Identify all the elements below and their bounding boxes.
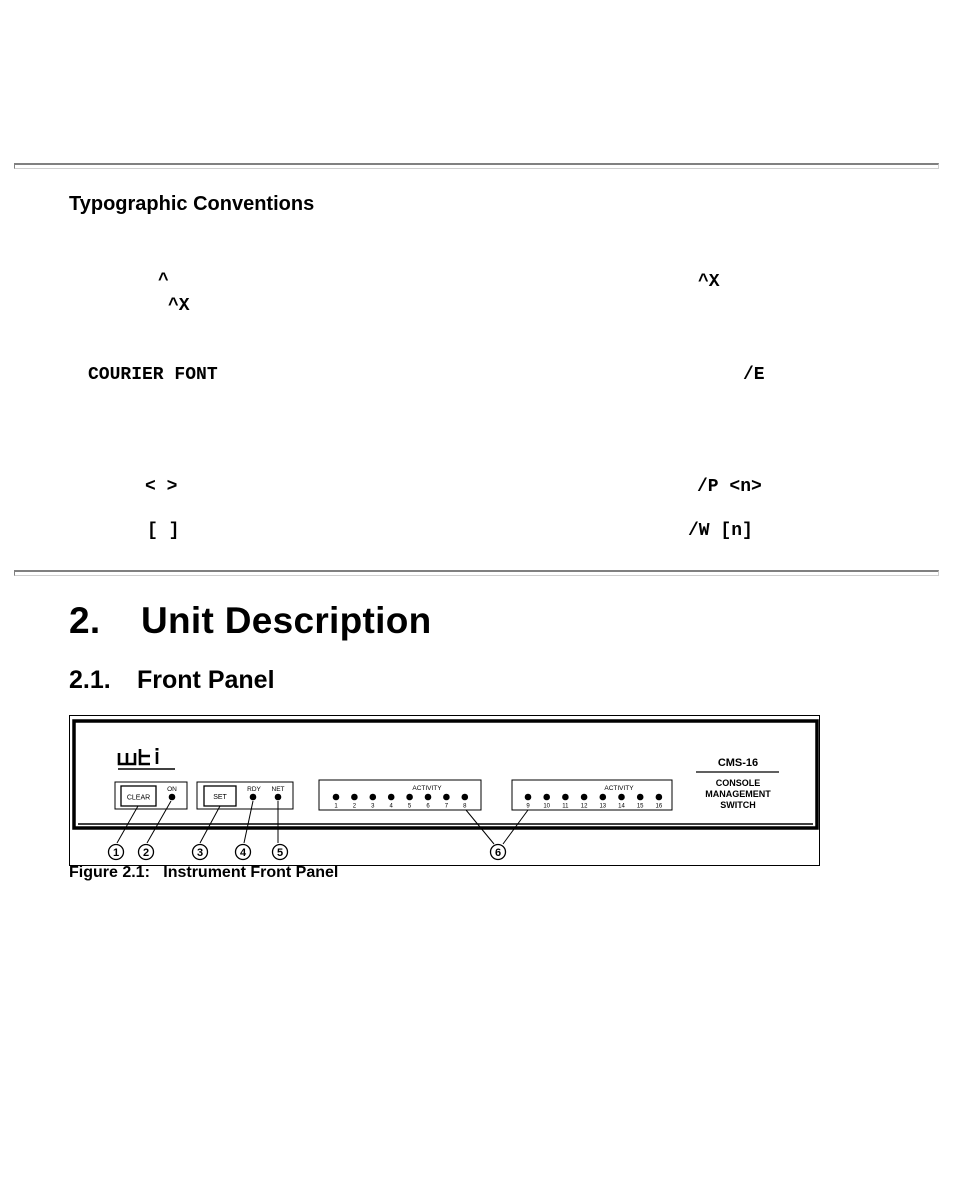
- subsection-number: 2.1.: [69, 666, 111, 694]
- port-number-8: 8: [463, 803, 467, 810]
- port-number-1: 1: [334, 803, 338, 810]
- subsection-title: Front Panel: [137, 666, 275, 694]
- port-number-13: 13: [599, 803, 607, 810]
- callout-number-2: 2: [142, 847, 150, 859]
- port-number-12: 12: [580, 803, 588, 810]
- rdy-led: [250, 794, 257, 801]
- convention-caret: ^: [158, 271, 169, 291]
- front-panel-figure: [69, 715, 820, 866]
- product-line-3: SWITCH: [720, 800, 756, 810]
- activity-led-7: [443, 794, 450, 801]
- section-number: 2.: [69, 600, 101, 641]
- callout-number-5: 5: [276, 847, 284, 859]
- convention-angle-brackets: < >: [145, 477, 178, 497]
- port-number-7: 7: [444, 803, 449, 810]
- port-number-9: 9: [526, 803, 530, 810]
- port-number-3: 3: [371, 803, 375, 810]
- model-label: CMS-16: [717, 757, 759, 769]
- callout-number-3: 3: [196, 847, 204, 859]
- convention-square-example: /W [n]: [688, 521, 753, 541]
- port-number-4: 4: [389, 803, 393, 810]
- net-led: [275, 794, 282, 801]
- port-number-10: 10: [543, 803, 551, 810]
- section-heading: [69, 600, 432, 642]
- activity-led-14: [618, 794, 625, 801]
- activity-led-10: [543, 794, 550, 801]
- activity-label-right: ACTIVITY: [604, 785, 634, 792]
- activity-led-9: [525, 794, 532, 801]
- activity-led-4: [388, 794, 395, 801]
- product-line-2: MANAGEMENT: [705, 789, 771, 799]
- activity-label-left: ACTIVITY: [412, 785, 442, 792]
- activity-led-1: [333, 794, 340, 801]
- conventions-title: Typographic Conventions: [69, 193, 315, 215]
- figure-caption: Figure 2.1: Instrument Front Panel: [69, 864, 339, 881]
- section-title: Unit Description: [141, 600, 432, 641]
- activity-led-11: [562, 794, 569, 801]
- activity-led-5: [406, 794, 413, 801]
- on-led: [169, 794, 176, 801]
- net-label: NET: [271, 786, 285, 793]
- callout-markers: [109, 845, 506, 860]
- panel-housing: [74, 721, 817, 828]
- activity-led-3: [370, 794, 377, 801]
- port-number-14: 14: [618, 803, 625, 810]
- front-panel-drawing: [70, 716, 819, 865]
- clear-button-label: CLEAR: [126, 794, 151, 802]
- bottom-horizontal-rule: [14, 570, 939, 576]
- convention-caret-example-left: ^X: [168, 296, 190, 316]
- callout-number-4: 4: [239, 847, 247, 859]
- port-number-11: 11: [562, 803, 569, 810]
- port-number-6: 6: [426, 803, 430, 810]
- port-number-15: 15: [636, 803, 644, 810]
- top-horizontal-rule: [14, 163, 939, 169]
- convention-square-brackets: [ ]: [147, 521, 180, 541]
- callout-number-1: 1: [112, 847, 120, 859]
- activity-led-16: [656, 794, 663, 801]
- convention-caret-example: ^X: [698, 272, 720, 292]
- activity-led-15: [637, 794, 644, 801]
- product-line-1: CONSOLE: [715, 778, 761, 788]
- port-number-2: 2: [352, 803, 357, 810]
- convention-courier-font: COURIER FONT: [88, 365, 218, 385]
- port-number-16: 16: [655, 803, 663, 810]
- set-button-label: SET: [213, 794, 227, 801]
- activity-led-2: [351, 794, 358, 801]
- callout-number-6: 6: [494, 847, 502, 859]
- activity-led-13: [600, 794, 607, 801]
- activity-led-6: [425, 794, 432, 801]
- activity-led-8: [462, 794, 469, 801]
- subsection-heading: [69, 666, 275, 695]
- port-number-5: 5: [407, 803, 412, 810]
- convention-courier-example: /E: [743, 365, 765, 385]
- rdy-label: RDY: [247, 786, 261, 793]
- activity-led-12: [581, 794, 588, 801]
- on-label: ON: [167, 786, 177, 793]
- convention-angle-example: /P <n>: [697, 477, 762, 497]
